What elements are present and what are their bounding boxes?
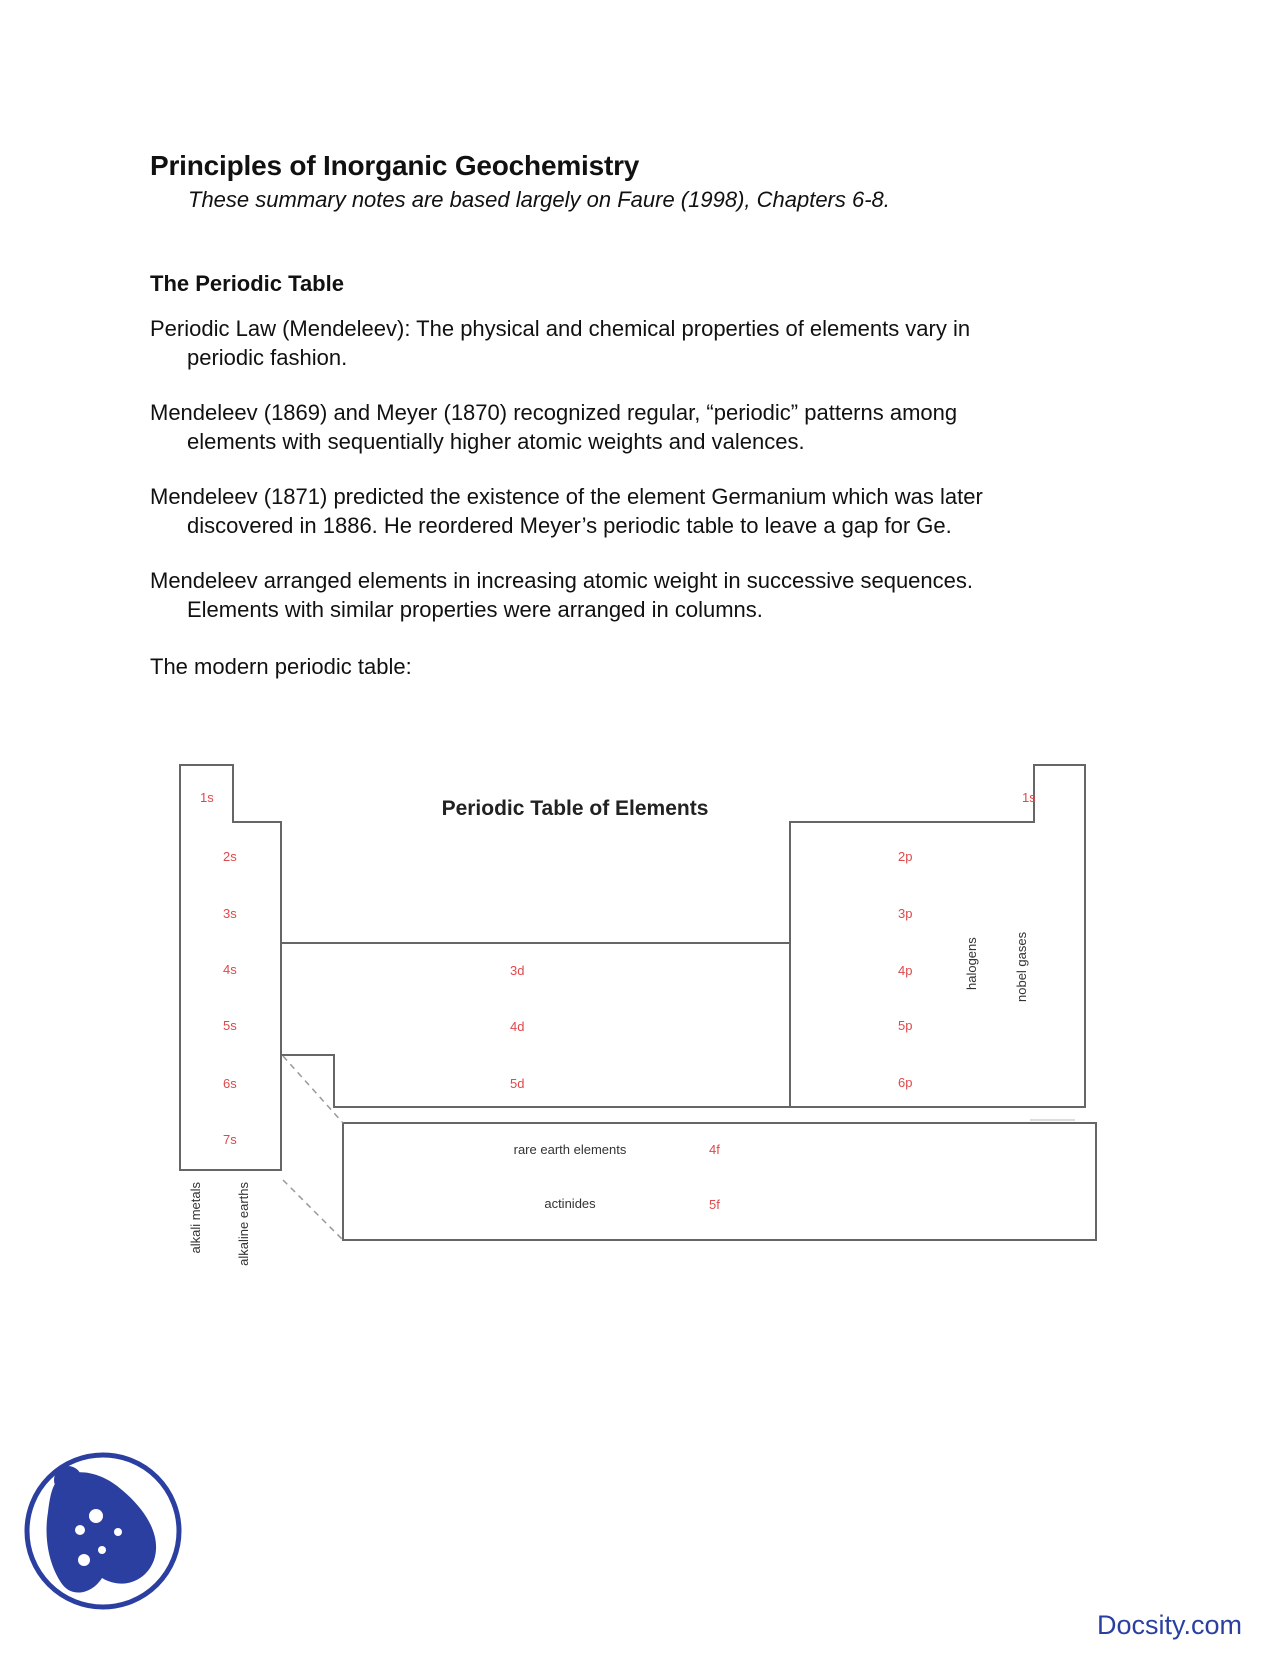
halogens-label: halogens xyxy=(964,937,979,990)
orbital-label-2p: 2p xyxy=(898,849,913,864)
section-heading: The Periodic Table xyxy=(150,271,344,296)
orbital-label-3p: 3p xyxy=(898,906,913,921)
orbital-label-6s: 6s xyxy=(223,1076,237,1091)
orbital-label-5d: 5d xyxy=(510,1076,525,1091)
docsity-brand-text: Docsity.com xyxy=(1097,1610,1243,1640)
f-block-outline xyxy=(343,1123,1096,1240)
orbital-label-3s: 3s xyxy=(223,906,237,921)
orbital-label-4d: 4d xyxy=(510,1019,525,1034)
paragraph-mendeleev-meyer: Mendeleev (1869) and Meyer (1870) recognized regular, “periodic” patterns among elements with sequentially higher atomic weights and valences. xyxy=(150,400,958,454)
noble-gases-label: nobel gases xyxy=(1014,931,1029,1002)
orbital-label-6p: 6p xyxy=(898,1075,913,1090)
paragraph-modern-table: The modern periodic table: xyxy=(150,654,412,679)
orbital-label-4f: 4f xyxy=(709,1142,720,1157)
orbital-label-1s-hydrogen: 1s xyxy=(200,790,214,805)
orbital-label-2s: 2s xyxy=(223,849,237,864)
d-block-gap-outline xyxy=(281,1055,790,1107)
rare-earth-label: rare earth elements xyxy=(513,1142,627,1157)
orbital-label-3d: 3d xyxy=(510,963,525,978)
orbital-label-5p: 5p xyxy=(898,1018,913,1033)
actinides-label: actinides xyxy=(544,1196,596,1211)
document-subtitle: These summary notes are based largely on Faure (1998), Chapters 6-8. xyxy=(188,187,890,212)
orbital-label-5f: 5f xyxy=(709,1197,720,1212)
diagram-title: Periodic Table of Elements xyxy=(441,797,709,820)
periodic-table-diagram xyxy=(170,750,1120,1300)
orbital-label-4s: 4s xyxy=(223,962,237,977)
docsity-logo-icon xyxy=(22,1450,184,1612)
document-title: Principles of Inorganic Geochemistry xyxy=(150,150,640,181)
paragraph-germanium: Mendeleev (1871) predicted the existence of the element Germanium which was later discovered in 1886. He reordered Meyer’s periodic table to leave a gap for Ge. xyxy=(150,484,983,538)
alkaline-earths-label: alkaline earths xyxy=(236,1182,251,1266)
orbital-label-4p: 4p xyxy=(898,963,913,978)
orbital-label-7s: 7s xyxy=(223,1132,237,1147)
alkali-metals-label: alkali metals xyxy=(188,1182,203,1254)
orbital-label-1s-helium: 1s xyxy=(1022,790,1036,805)
orbital-label-5s: 5s xyxy=(223,1018,237,1033)
paragraph-arrangement: Mendeleev arranged elements in increasing atomic weight in successive sequences. Elements with similar properties were arranged in columns. xyxy=(150,568,974,622)
paragraph-periodic-law: Periodic Law (Mendeleev): The physical and chemical properties of elements vary in periodic fashion. xyxy=(150,316,971,370)
p-block-outline xyxy=(790,765,1085,1107)
